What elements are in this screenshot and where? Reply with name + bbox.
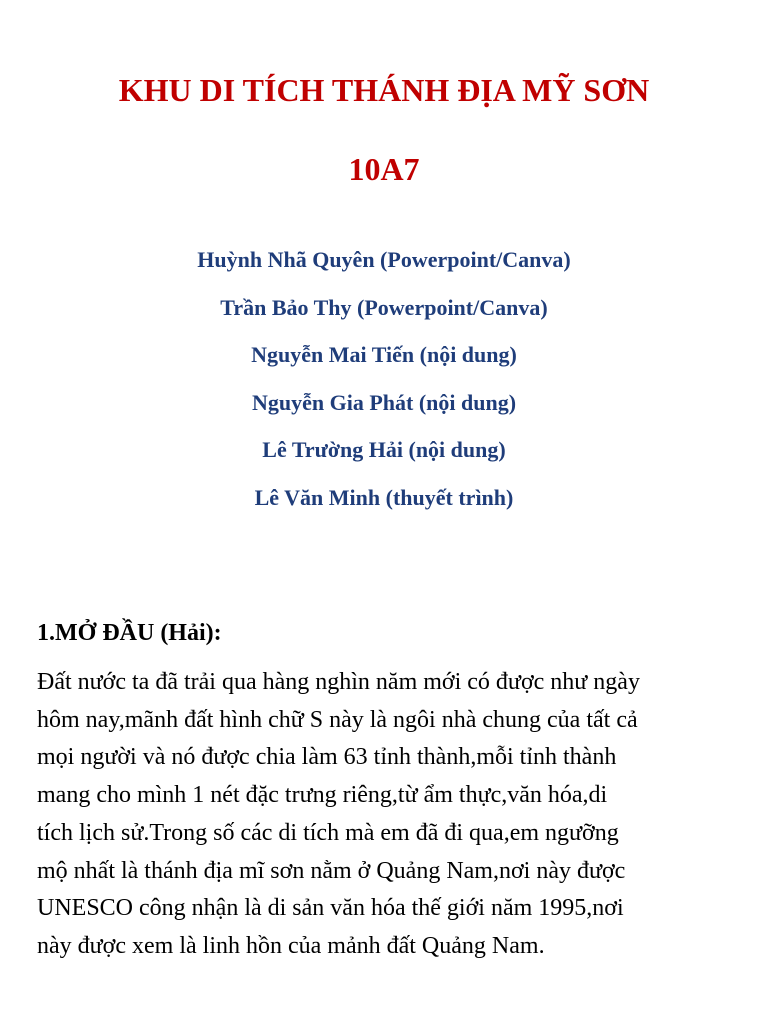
section-heading: 1.MỞ ĐẦU (Hải): [37,620,222,646]
member-item: Lê Trường Hải (nội dung) [262,437,506,462]
member-list [0,236,768,521]
paragraph-line: hôm nay,mãnh đất hình chữ S này là ngôi nhà chung của tất cả [37,706,638,733]
paragraph-line: mang cho mình 1 nét đặc trưng riêng,từ ẩm thực,văn hóa,di [37,782,608,809]
paragraph-line: mọi người và nó được chia làm 63 tỉnh thành,mỗi tỉnh thành [37,744,617,771]
member-item: Lê Văn Minh (thuyết trình) [254,484,514,510]
intro-paragraph [37,664,737,966]
paragraph-line: mộ nhất là thánh địa mĩ sơn nằm ở Quảng Nam,nơi này được [37,857,626,884]
paragraph-line: UNESCO công nhận là di sản văn hóa thế giới năm 1995,nơi [37,895,624,922]
member-item: Nguyễn Mai Tiến (nội dung) [251,342,517,367]
member-item: Huỳnh Nhã Quyên (Powerpoint/Canva) [197,247,571,272]
paragraph-line: Đất nước ta đã trải qua hàng nghìn năm mới có được như ngày [37,669,640,695]
paragraph-line: tích lịch sử.Trong số các di tích mà em đã đi qua,em ngưỡng [37,819,619,846]
paragraph-line: này được xem là linh hồn của mảnh đất Quảng Nam. [37,932,545,959]
member-item: Nguyễn Gia Phát (nội dung) [251,389,517,415]
document-title: KHU DI TÍCH THÁNH ĐỊA MỸ SƠN [118,72,650,108]
member-item: Trần Bảo Thy (Powerpoint/Canva) [220,294,548,320]
class-name: 10A7 [348,151,420,187]
